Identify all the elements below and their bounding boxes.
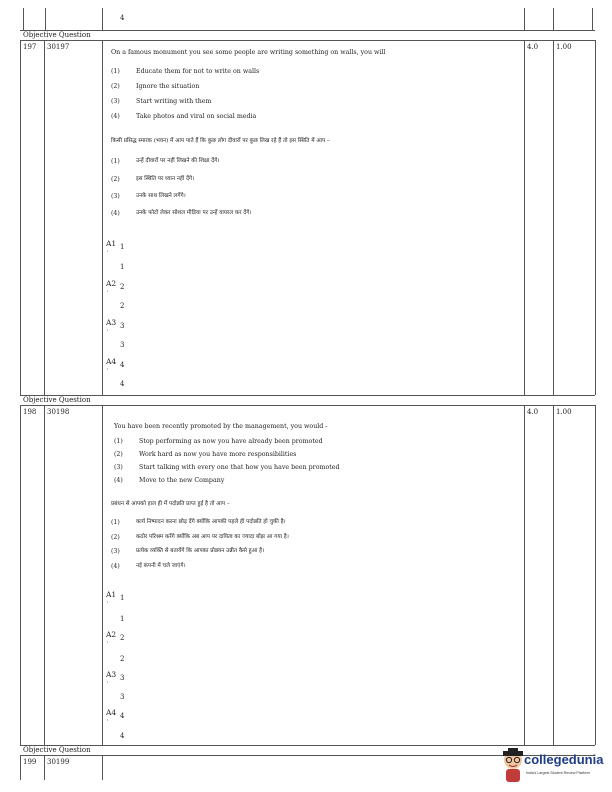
question-serial: 199: [23, 758, 37, 766]
answer-label: A2: [106, 279, 117, 288]
answer-colon: :: [107, 640, 109, 645]
question-text-en: On a famous monument you see some people are writing something on walls, you will: [111, 49, 386, 56]
answer-value: 3: [120, 693, 125, 701]
option-number: (1): [111, 158, 120, 165]
negative-marks: 1.00: [556, 43, 572, 51]
answer-value: 2: [120, 283, 125, 291]
option-number: (2): [111, 176, 120, 183]
option-number: (3): [111, 98, 120, 105]
answer-value: 1: [120, 263, 125, 271]
answer-label: A3: [106, 670, 117, 679]
answer-value: 2: [120, 302, 125, 310]
answer-value: 1: [120, 594, 125, 602]
option-number: (2): [114, 451, 123, 458]
answer-value: 2: [120, 634, 125, 642]
option-text: Start writing with them: [136, 98, 212, 105]
answer-value: 2: [120, 655, 125, 663]
option-number: (3): [114, 464, 123, 471]
answer-colon: :: [107, 328, 109, 333]
answer-value: 4: [120, 712, 125, 720]
question-serial: 198: [23, 408, 37, 416]
answer-label: A3: [106, 318, 117, 327]
mascot-icon: [500, 748, 526, 784]
answer-value: 1: [120, 243, 125, 251]
answer-colon: :: [107, 600, 109, 605]
answer-value: 4: [120, 361, 125, 369]
option-text: Stop performing as now you have already been promoted: [139, 438, 323, 445]
option-text: Start talking with every one that how you have been promoted: [139, 464, 340, 471]
option-number: (2): [111, 83, 120, 90]
answer-label: A1: [106, 239, 117, 248]
question-text-hi: प्रबंधन से आपको हाल ही में पदोन्नति प्राप्त हुई है तो आप –: [111, 501, 230, 507]
answer-value: 4: [120, 732, 125, 740]
question-id: 30199: [47, 758, 70, 766]
answer-value: 3: [120, 341, 125, 349]
option-text: उनके फोटो लेकर सोशल मीडिया पर उन्हें वायरल कर देंगे।: [136, 210, 252, 216]
section-label: Objective Question: [23, 31, 91, 39]
question-text-hi: किसी प्रसिद्ध स्मारक (भवन) में आप पाते हैं कि कुछ लोग दीवारों पर कुछ लिख रहे हैं तो इस स्थिति में आप –: [111, 138, 330, 144]
answer-label: A4: [106, 708, 117, 717]
option-text: इस स्थिति पर ध्यान नहीं देंगे।: [136, 176, 195, 182]
answer-label: A1: [106, 590, 117, 599]
negative-marks: 1.00: [556, 408, 572, 416]
option-text: Work hard as now you have more responsibilities: [139, 451, 297, 458]
answer-colon: :: [107, 718, 109, 723]
option-number: (1): [114, 438, 123, 445]
question-text-en: You have been recently promoted by the management, you would -: [114, 423, 328, 430]
option-text: उन्हें दीवारों पर नहीं लिखने की शिक्षा देंगे।: [136, 158, 220, 164]
option-text: Move to the new Company: [139, 477, 225, 484]
answer-colon: :: [107, 367, 109, 372]
question-serial: 197: [23, 43, 37, 51]
question-marks: 4.0: [527, 43, 539, 51]
option-text: उनके साथ लिखने लगेंगे।: [136, 193, 186, 199]
logo-tagline: India's Largest Student Review Platform: [526, 771, 590, 775]
option-number: (4): [111, 113, 120, 120]
option-number: (4): [111, 563, 120, 570]
answer-label: A2: [106, 630, 117, 639]
answer-colon: :: [107, 680, 109, 685]
answer-value: 4: [120, 14, 125, 22]
answer-value: 1: [120, 615, 125, 623]
answer-value: 3: [120, 674, 125, 682]
option-number: (3): [111, 548, 120, 555]
option-text: Take photos and viral on social media: [136, 113, 257, 120]
question-marks: 4.0: [527, 408, 539, 416]
collegedunia-logo: [500, 748, 610, 788]
section-label: Objective Question: [23, 746, 91, 754]
option-number: (4): [111, 210, 120, 217]
logo-name: collegedunia: [524, 752, 604, 767]
option-number: (3): [111, 193, 120, 200]
answer-colon: :: [107, 289, 109, 294]
option-text: कार्य निष्पादन करना छोड़ देंगे क्योंकि आपकी पहले ही पदोन्नति हो चुकी है।: [136, 519, 286, 525]
question-id: 30198: [47, 408, 70, 416]
option-number: (1): [111, 68, 120, 75]
option-text: कठोर परिश्रम करेंगे क्योंकि अब आप पर दायित्व का ज्यादा बोझ आ गया है।: [136, 534, 289, 540]
answer-colon: :: [107, 249, 109, 254]
option-text: प्रत्येक व्यक्ति से बतायेंगे कि आपका प्रोन्नयन उन्नीत कैसे हुआ है।: [136, 548, 265, 554]
option-text: Educate them for not to write on walls: [136, 68, 260, 75]
answer-value: 3: [120, 322, 125, 330]
answer-value: 4: [120, 380, 125, 388]
option-text: नई कंपनी में चले जाएंगे।: [136, 563, 186, 569]
section-label: Objective Question: [23, 396, 91, 404]
option-number: (4): [114, 477, 123, 484]
option-text: Ignore the situation: [136, 83, 200, 90]
answer-label: A4: [106, 357, 117, 366]
option-number: (2): [111, 534, 120, 541]
question-id: 30197: [47, 43, 70, 51]
option-number: (1): [111, 519, 120, 526]
